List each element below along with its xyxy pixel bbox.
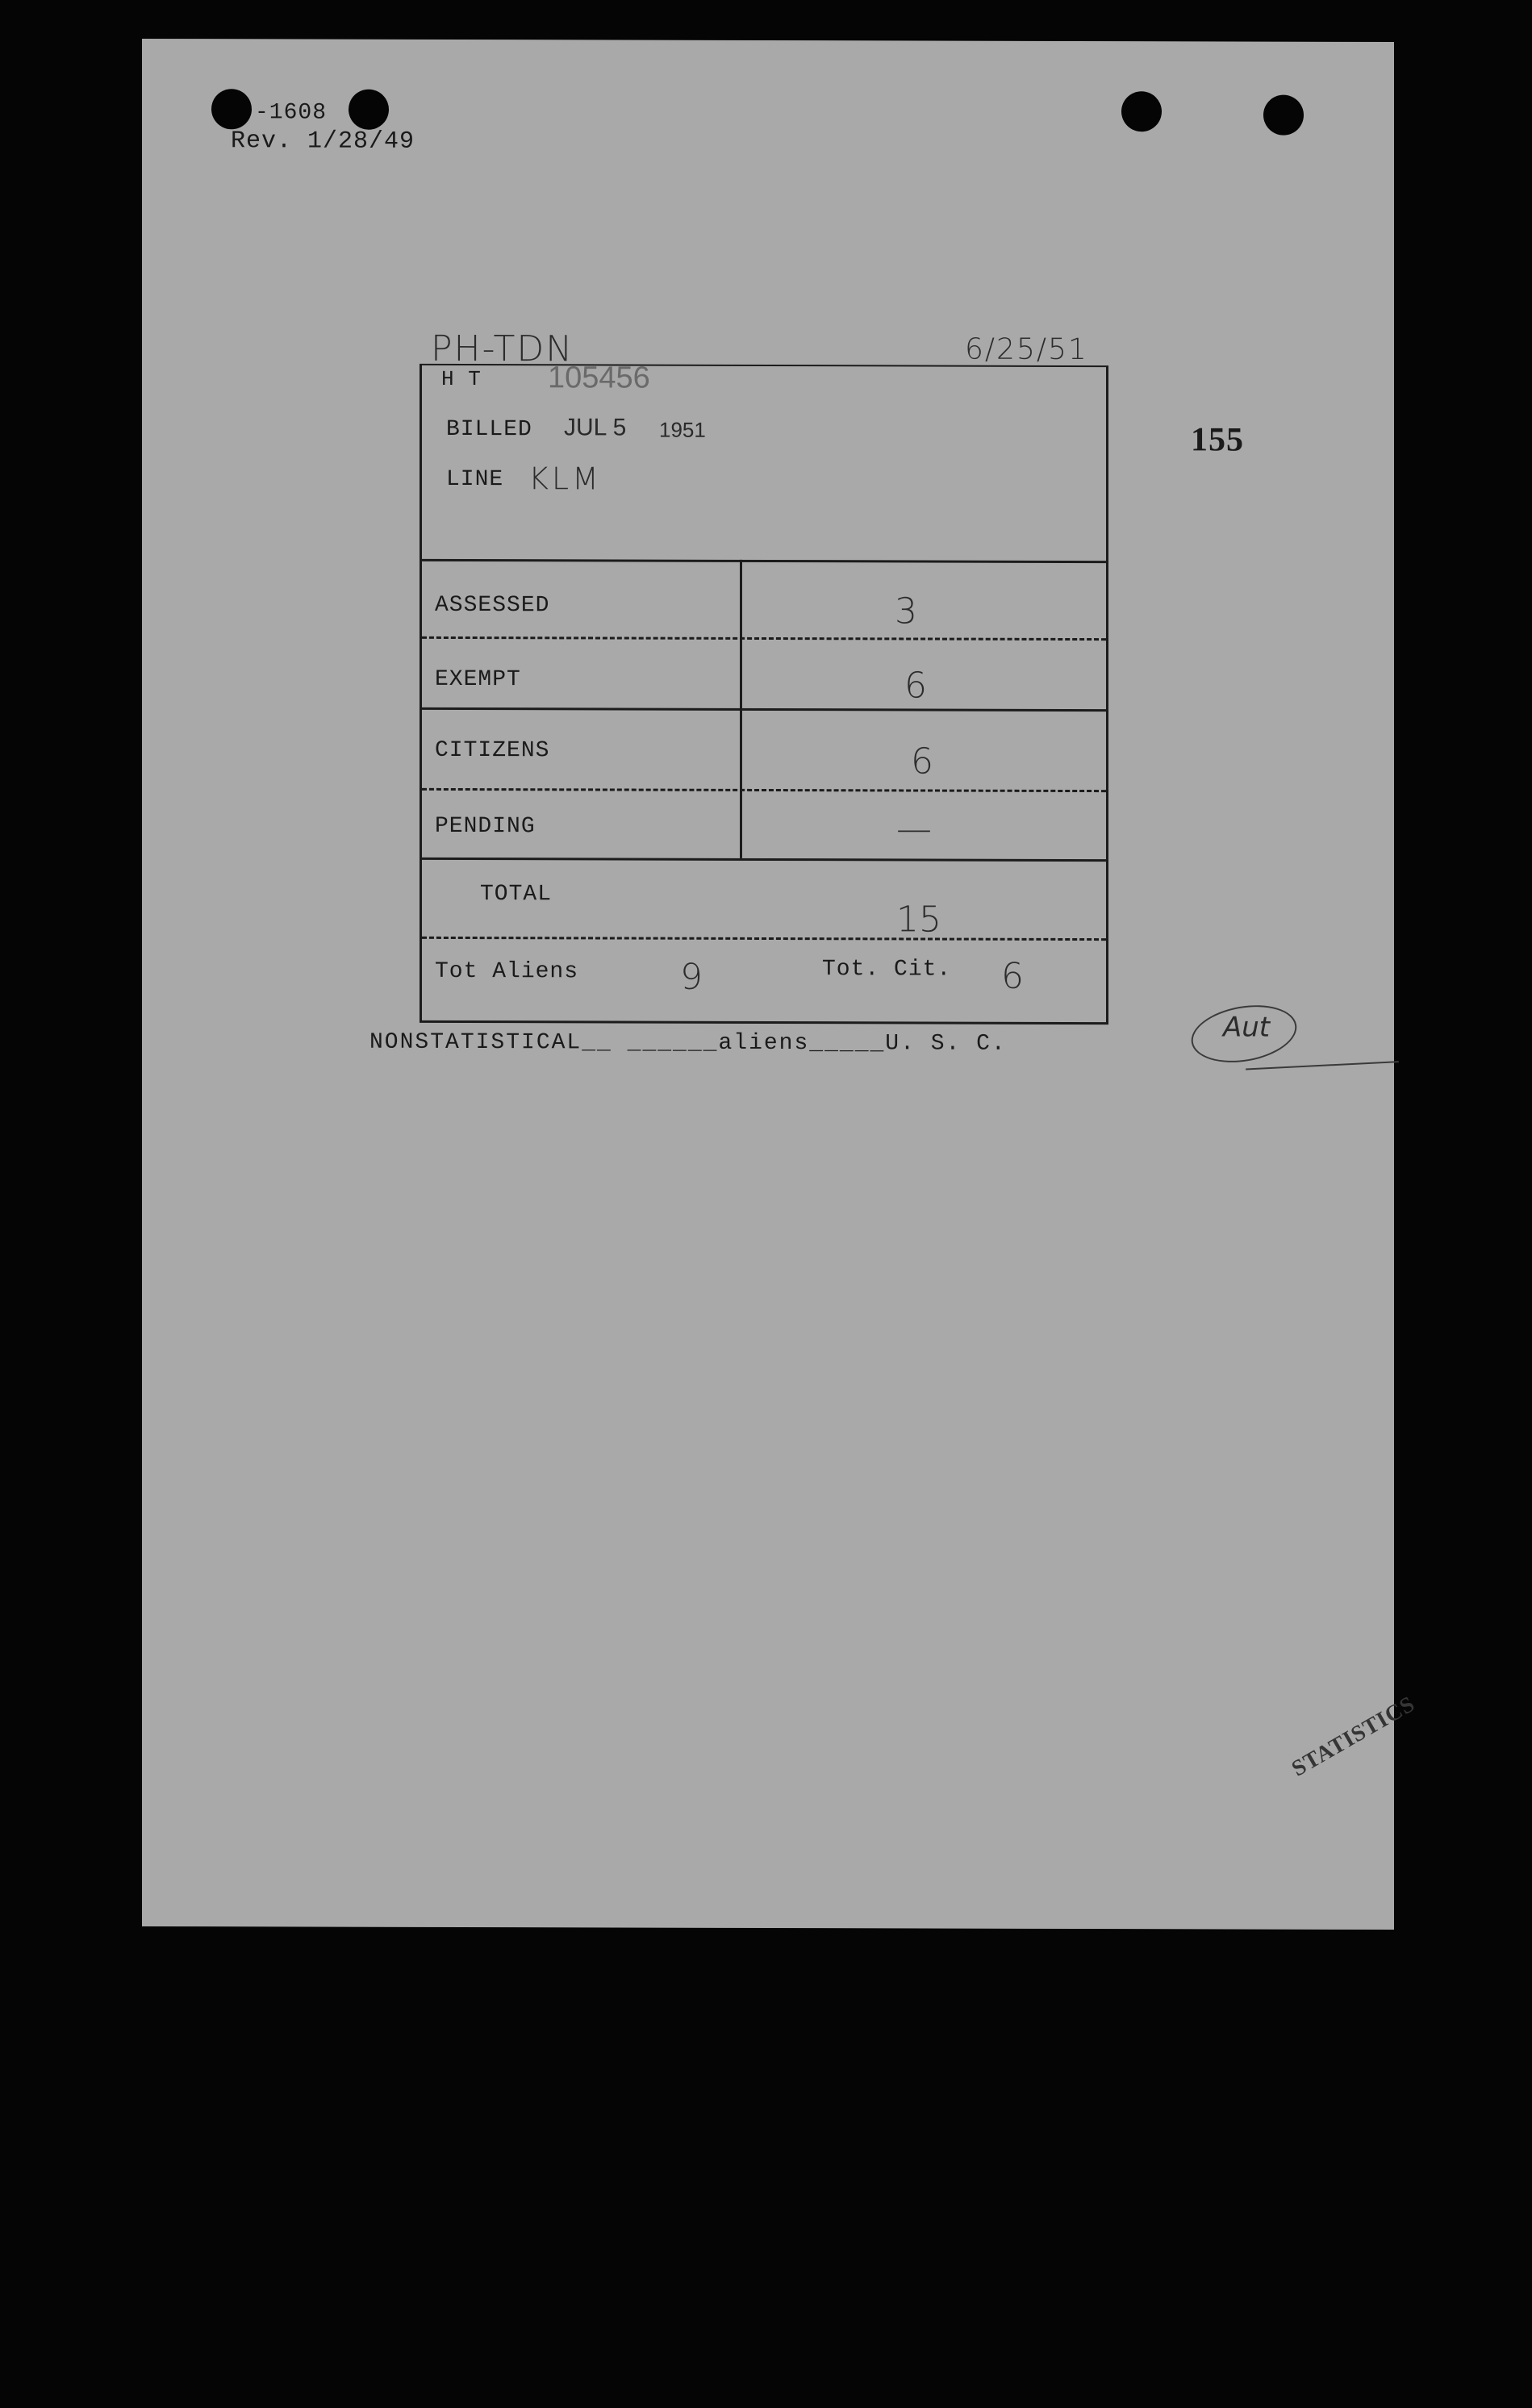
billed-year-stamp: 1951 — [659, 417, 706, 442]
handwritten-date: 6/25/51 — [965, 332, 1088, 367]
exempt-label: EXEMPT — [435, 666, 521, 693]
tot-cit-value: 6 — [1001, 955, 1024, 997]
assessed-label: ASSESSED — [435, 592, 550, 619]
punch-hole — [1121, 91, 1162, 131]
tot-cit-label: Tot. Cit. — [822, 957, 952, 983]
row-divider — [422, 707, 1106, 712]
tot-aliens-value: 9 — [680, 956, 703, 998]
ht-label: H T — [441, 366, 482, 392]
line-label: LINE — [446, 466, 504, 493]
form-number: -1608 — [255, 100, 328, 126]
column-divider — [740, 560, 742, 858]
nonstatistical-line: NONSTATISTICAL__ ______aliens_____U. S. C. — [369, 1029, 1007, 1057]
document-page — [142, 39, 1420, 1930]
initials-underline — [1246, 1061, 1399, 1070]
handwritten-initials: Aut — [1223, 1011, 1271, 1044]
pending-label: PENDING — [435, 813, 536, 840]
form-revision: Rev. 1/28/49 — [231, 127, 415, 156]
exempt-value: 6 — [904, 665, 927, 707]
punch-hole — [211, 89, 252, 129]
row-divider — [422, 636, 1106, 641]
assessed-value: 3 — [895, 591, 917, 632]
page-number: 155 — [1191, 421, 1244, 459]
total-value: 15 — [896, 899, 941, 941]
handwritten-line-name: KLM — [528, 461, 602, 497]
punch-hole — [349, 90, 389, 130]
statistics-stamp: STATISTICS — [1288, 1691, 1420, 1782]
citizens-label: CITIZENS — [435, 737, 550, 764]
total-label: TOTAL — [480, 882, 553, 908]
pending-value: — — [896, 808, 932, 850]
punch-hole — [1263, 95, 1304, 136]
tally-form-box — [420, 361, 1108, 1025]
citizens-value: 6 — [911, 741, 933, 782]
row-divider — [422, 788, 1106, 792]
billed-date-stamp: JUL 5 — [564, 414, 627, 441]
row-divider — [422, 937, 1106, 941]
row-divider — [422, 858, 1106, 862]
handwritten-registration: PH-TDN — [431, 328, 574, 370]
ht-number-stamp: 105456 — [548, 361, 650, 395]
tot-aliens-label: Tot Aliens — [435, 958, 579, 985]
billed-label: BILLED — [446, 416, 532, 443]
row-divider — [422, 559, 1106, 563]
